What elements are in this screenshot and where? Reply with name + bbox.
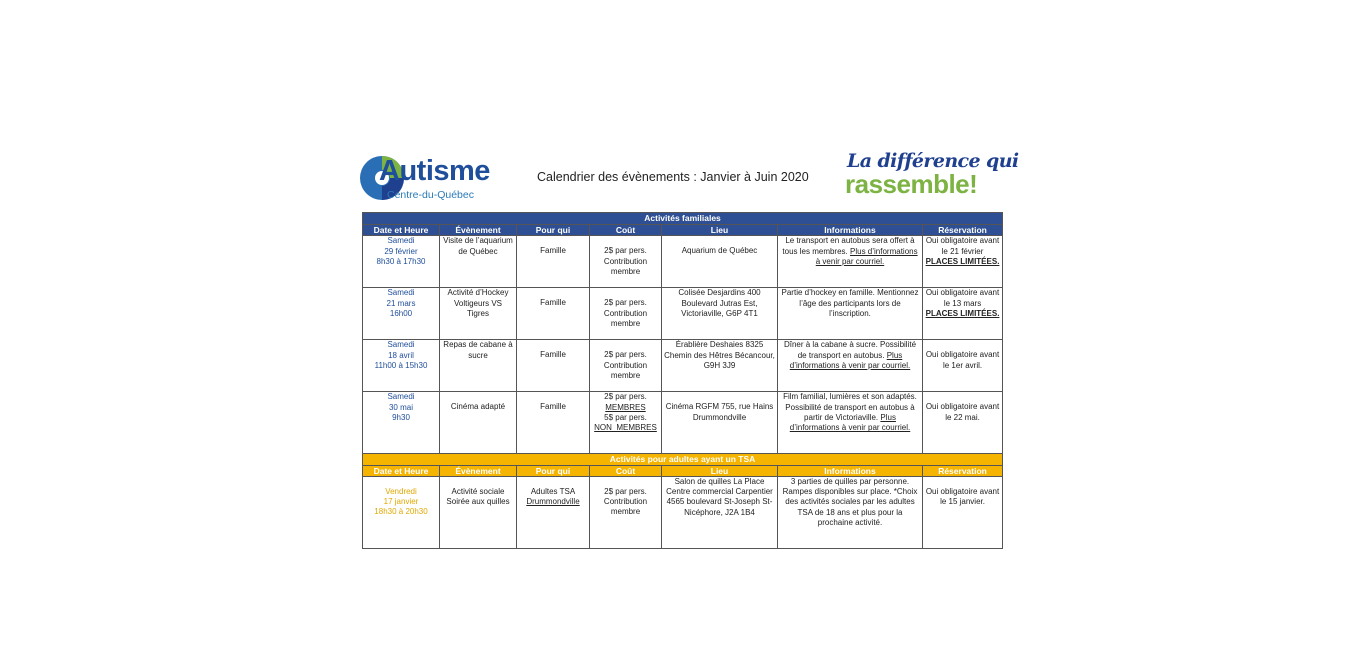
date-day: Samedi (387, 288, 415, 298)
events-calendar-table (362, 212, 1003, 549)
column-header: Lieu (662, 225, 778, 236)
column-header: Coût (590, 225, 662, 236)
table-row (363, 340, 1003, 392)
reservation-cell (923, 236, 1003, 288)
date-day: Samedi (387, 236, 415, 246)
info-cell (778, 340, 923, 392)
place-cell: Colisée Desjardins 400 Boulevard Jutras Est, Victoriaville, G6P 4T1 (662, 288, 778, 340)
date-cell (363, 288, 440, 340)
who-cell (517, 476, 590, 548)
date-day: Samedi (387, 392, 415, 402)
date-time: 9h30 (392, 412, 410, 422)
event-cell: Visite de l’aquarium de Québec (440, 236, 517, 288)
column-header: Coût (590, 465, 662, 476)
column-header: Lieu (662, 465, 778, 476)
date-day: Vendredi (385, 486, 417, 496)
date-date: 17 janvier (383, 497, 419, 507)
who-cell: Famille (517, 236, 590, 288)
date-cell (363, 340, 440, 392)
section-header-adults (363, 454, 1003, 465)
column-header: Date et Heure (363, 465, 440, 476)
logo-subtitle: Centre-du-Québec (387, 189, 474, 201)
cost-members-label: MEMBRES (605, 402, 646, 412)
slogan-line1: La différence qui (847, 150, 1019, 172)
place-cell: Cinéma RGFM 755, rue Hains Drummondville (662, 392, 778, 454)
date-time: 16h00 (389, 308, 413, 318)
reservation-text: Oui obligatoire avant le 1er avril. (925, 350, 1000, 370)
place-cell: Salon de quilles La Place Centre commercial Carpentier 4565 boulevard St-Joseph St-Nicéphore, J2A 1B4 (662, 476, 778, 548)
reservation-text: Oui obligatoire avant le 22 mai. (925, 402, 1000, 422)
who-cell: Famille (517, 288, 590, 340)
cost-cell: 2$ par pers. Contribution membre (590, 340, 662, 392)
date-day: Samedi (387, 340, 415, 350)
column-header: Informations (778, 225, 923, 236)
date-date: 29 février (384, 246, 418, 256)
cost-members: 2$ par pers. (604, 392, 647, 402)
column-header: Pour qui (517, 225, 590, 236)
reservation-cell (923, 392, 1003, 454)
date-time: 8h30 à 17h30 (376, 256, 426, 266)
reservation-text: Oui obligatoire avant le 21 février (925, 236, 1000, 256)
reservation-cell (923, 288, 1003, 340)
autisme-logo (360, 148, 490, 208)
date-cell (363, 236, 440, 288)
column-header: Réservation (923, 465, 1003, 476)
info-link[interactable]: Plus d’informations à venir par courriel. (815, 246, 918, 266)
table-row (363, 392, 1003, 454)
date-cell (363, 392, 440, 454)
date-date: 18 avril (388, 350, 414, 360)
reservation-text: Oui obligatoire avant le 13 mars (925, 288, 1000, 308)
event-cell: Repas de cabane à sucre (440, 340, 517, 392)
reservation-cell (923, 340, 1003, 392)
column-header: Informations (778, 465, 923, 476)
column-header: Pour qui (517, 465, 590, 476)
cost-cell (590, 392, 662, 454)
column-header: Réservation (923, 225, 1003, 236)
slogan (845, 148, 1019, 200)
place-cell: Aquarium de Québec (662, 236, 778, 288)
info-text: Film familial, lumières et son adaptés. Possibilité de transport en autobus à partir de Victoriaville. (783, 392, 917, 422)
column-header: Évènement (440, 465, 517, 476)
section-title: Activités pour adultes ayant un TSA (363, 454, 1003, 465)
document-title: Calendrier des évènements : Janvier à Juin 2020 (537, 170, 809, 184)
column-header: Date et Heure (363, 225, 440, 236)
event-cell: Activité d’Hockey Voltigeurs VS Tigres (440, 288, 517, 340)
event-cell: Activité sociale Soirée aux quilles (440, 476, 517, 548)
info-text: Dîner à la cabane à sucre. Possibilité de transport en autobus. (783, 340, 917, 360)
place-cell: Érablière Deshaies 8325 Chemin des Hêtres Bécancour, G9H 3J9 (662, 340, 778, 392)
cost-cell: 2$ par pers. Contribution membre (590, 236, 662, 288)
logo-title: Autisme (379, 155, 490, 187)
who-city: Drummondville (526, 497, 580, 507)
cost-cell: 2$ par pers. Contribution membre (590, 288, 662, 340)
info-link[interactable]: Plus d’informations à venir par courriel. (789, 350, 911, 370)
date-time: 11h00 à 15h30 (374, 360, 428, 370)
cost-non-members-label: NON_MEMBRES (594, 423, 657, 433)
date-date: 21 mars (386, 298, 416, 308)
table-row (363, 236, 1003, 288)
table-row (363, 288, 1003, 340)
who-cell: Famille (517, 392, 590, 454)
info-cell (778, 236, 923, 288)
cost-non-members: 5$ par pers. (604, 412, 647, 422)
reservation-limited: PLACES LIMITÉES. (925, 308, 1000, 318)
info-cell: 3 parties de quilles par personne. Rampes disponibles sur place. *Choix des activités sociales par les adultes TSA de 18 ans et plus pour la prochaine activité. (778, 476, 923, 548)
slogan-line2: rassemble! (845, 169, 978, 199)
date-cell (363, 476, 440, 548)
date-date: 30 mai (388, 402, 413, 412)
event-cell: Cinéma adapté (440, 392, 517, 454)
who-cell: Famille (517, 340, 590, 392)
table-row (363, 476, 1003, 548)
who-group: Adultes TSA (530, 486, 576, 496)
info-link[interactable]: Plus d’informations à venir par courriel. (789, 412, 911, 433)
info-cell: Partie d’hockey en famille. Mentionnez l’âge des participants lors de l’inscription. (778, 288, 923, 340)
info-text: Le transport en autobus sera offert à tous les membres. (782, 236, 915, 256)
column-header: Évènement (440, 225, 517, 236)
column-header-row (363, 225, 1003, 236)
date-time: 18h30 à 20h30 (374, 507, 428, 517)
reservation-cell: Oui obligatoire avant le 15 janvier. (923, 476, 1003, 548)
reservation-limited: PLACES LIMITÉES. (925, 256, 1000, 266)
info-cell (778, 392, 923, 454)
section-title: Activités familiales (363, 213, 1003, 225)
column-header-row (363, 465, 1003, 476)
section-header-families (363, 213, 1003, 225)
cost-cell: 2$ par pers. Contribution membre (590, 476, 662, 548)
